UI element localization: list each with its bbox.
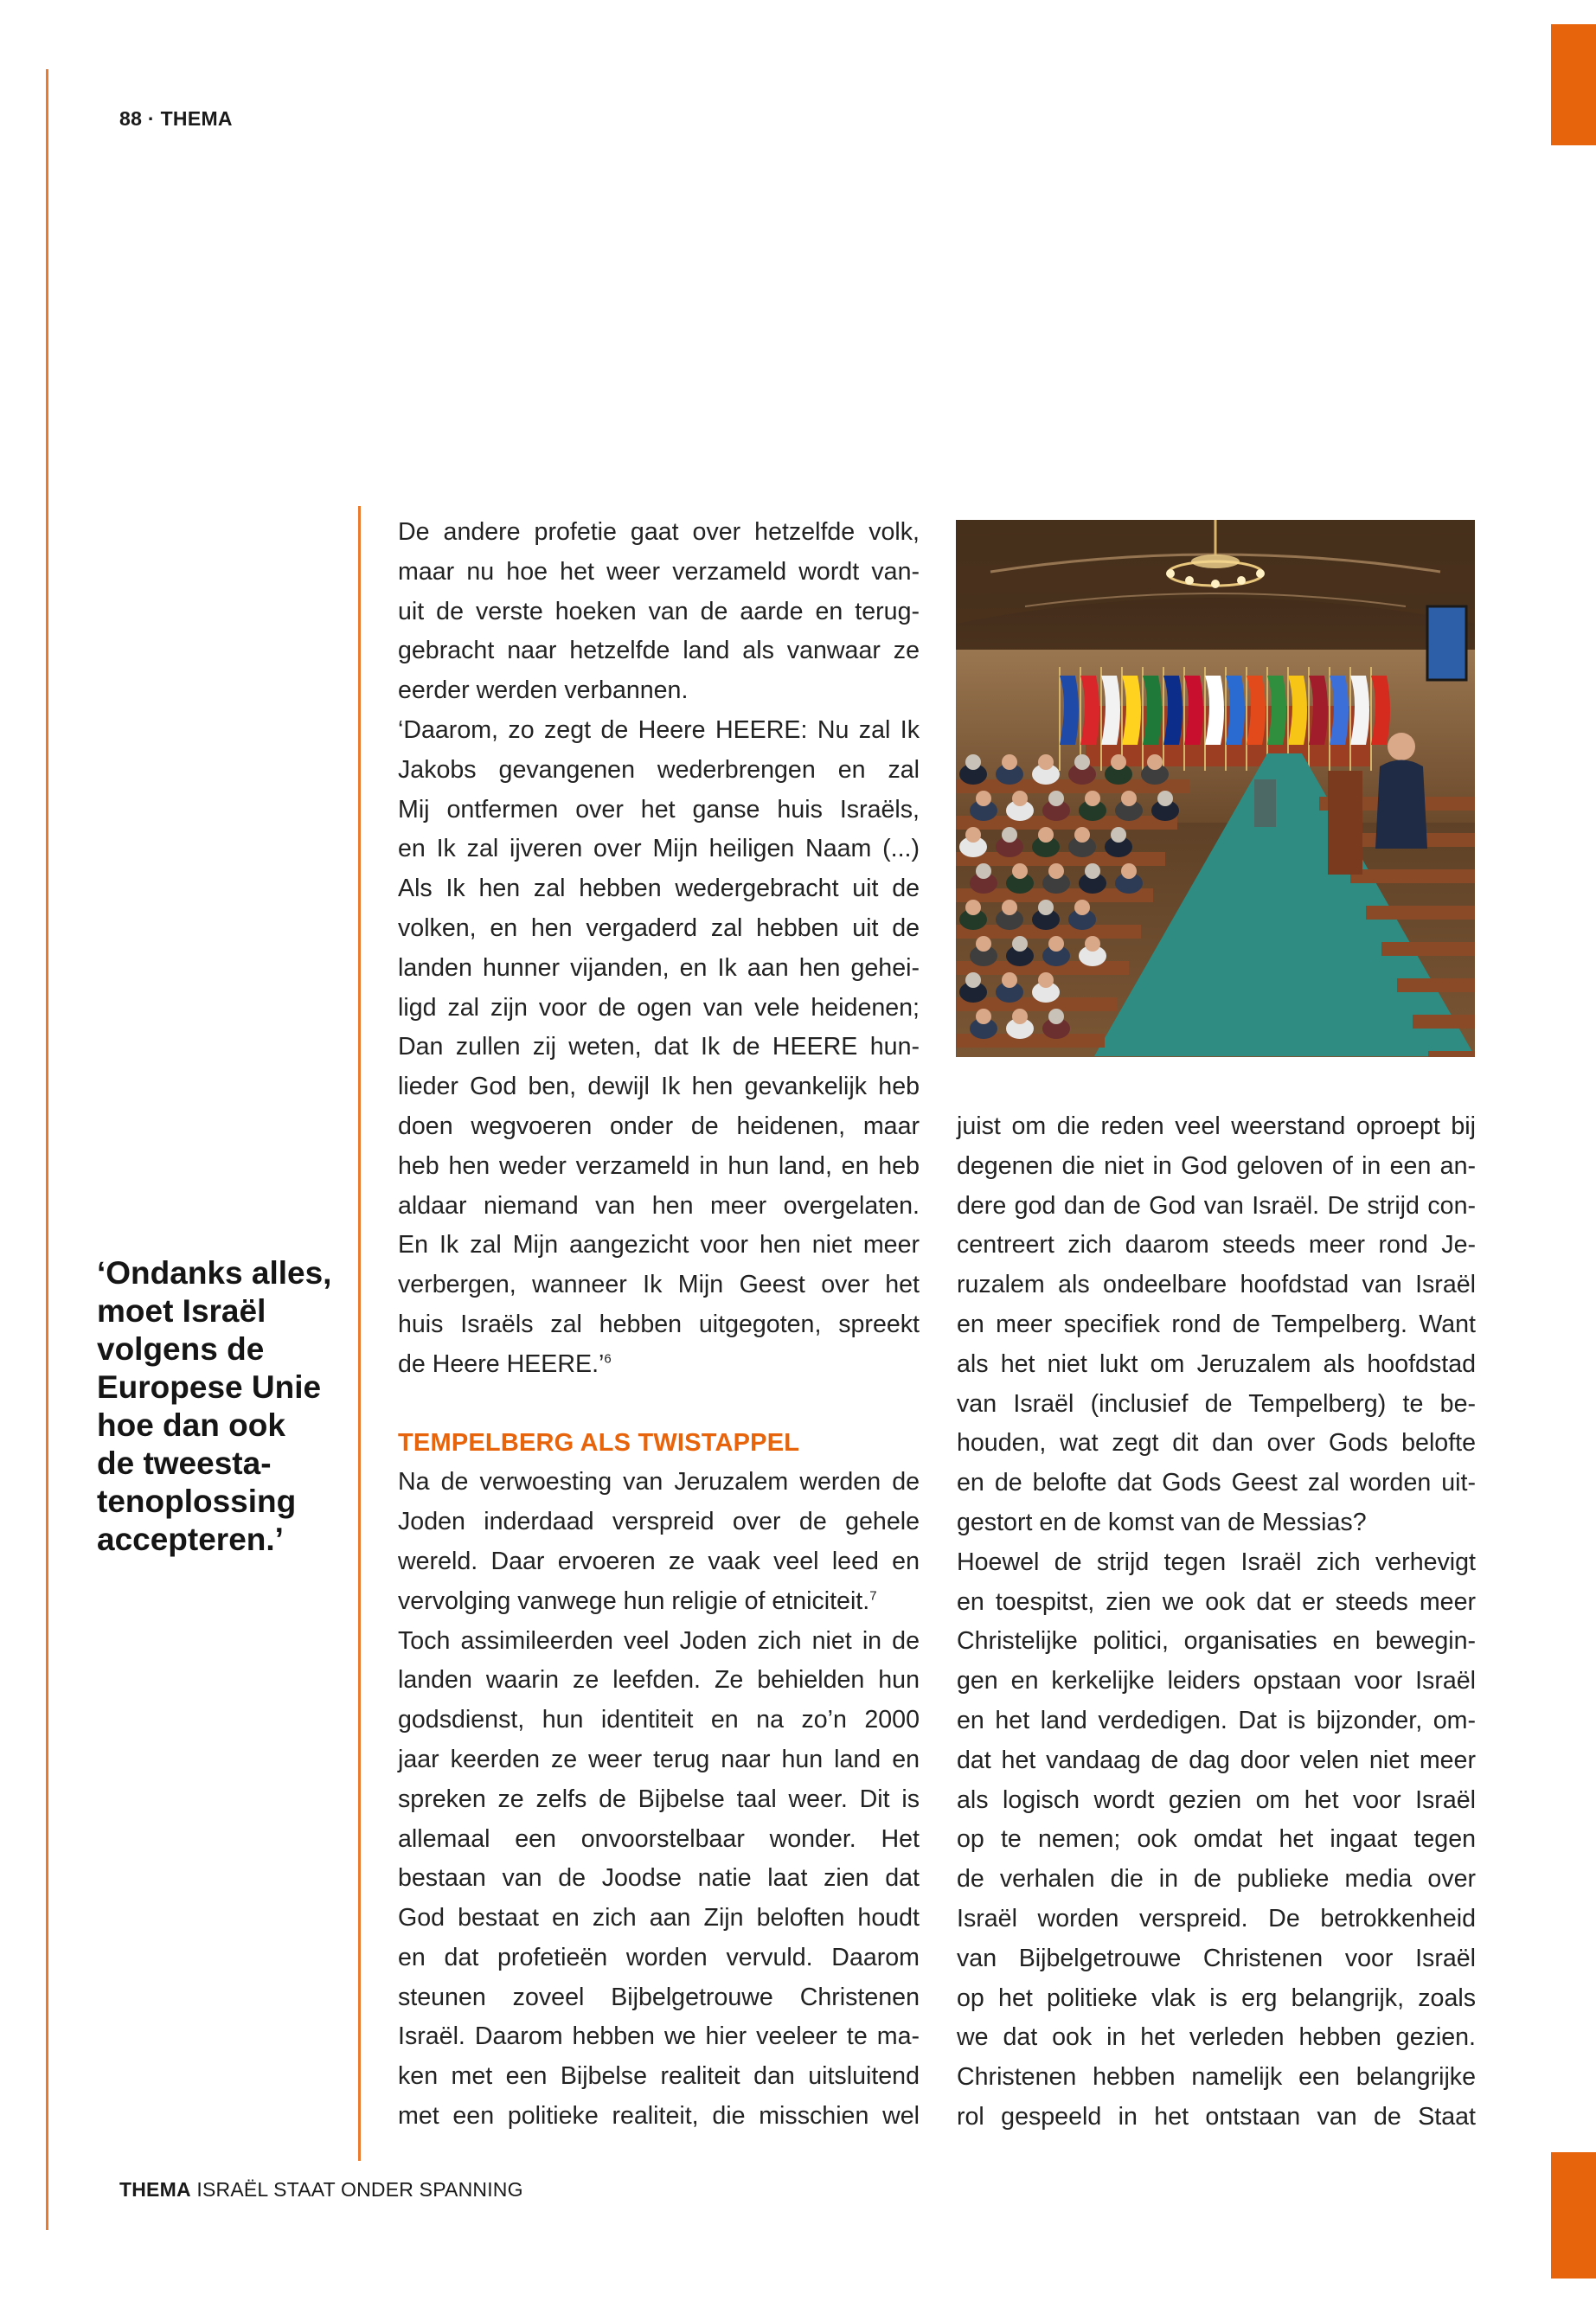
text-line: aldaar niemand van hen meer overgelaten. bbox=[398, 1191, 920, 1220]
quote-end-text: de Heere HEERE.’ bbox=[398, 1349, 605, 1378]
text-line: dere god dan de God van Israël. De strijd con- bbox=[957, 1191, 1476, 1220]
pull-quote-line: tenoplossing bbox=[97, 1484, 297, 1519]
wheelchair bbox=[1254, 779, 1276, 827]
desk-row-right bbox=[1428, 1051, 1475, 1057]
text-line: Israël worden verspreid. De betrokkenheid bbox=[957, 1904, 1476, 1932]
pull-quote-line: volgens de bbox=[97, 1331, 265, 1367]
text-line: Christelijke politici, organisaties en bewegin- bbox=[957, 1627, 1476, 1656]
text-line: gestort en de komst van de Messias? bbox=[957, 1508, 1367, 1536]
text-line: en de belofte dat Gods Geest zal worden uit- bbox=[957, 1469, 1476, 1497]
text-line: En Ik zal Mijn aangezicht voor hen niet meer bbox=[398, 1231, 920, 1259]
section-label: THEMA bbox=[160, 107, 233, 130]
text-line: steunen zoveel Bijbelgetrouwe Christenen bbox=[398, 1983, 920, 2011]
pull-quote-line: Europese Unie bbox=[97, 1369, 322, 1405]
person-head bbox=[1157, 791, 1173, 806]
pull-quote-line: de tweesta- bbox=[97, 1445, 272, 1481]
paragraph-5 bbox=[957, 1543, 1476, 2138]
paragraph-2-last-line bbox=[398, 1345, 920, 1385]
text-line: Toch assimileerden veel Joden zich niet in de bbox=[398, 1626, 920, 1655]
person-head bbox=[1012, 936, 1028, 952]
person-head bbox=[1085, 936, 1100, 952]
paragraph-1 bbox=[398, 513, 920, 711]
person-head bbox=[1048, 863, 1064, 879]
text-line: en toespitst, zien we ook dat er steeds meer bbox=[957, 1587, 1476, 1616]
text-line: en dat profetieën worden vervuld. Daarom bbox=[398, 1943, 920, 1971]
page-footer bbox=[119, 2178, 523, 2202]
text-line: uit de verste hoeken van de aarde en terug- bbox=[398, 597, 920, 625]
text-line: en Ik zal ijveren over Mijn heiligen Naam (...) bbox=[398, 835, 920, 863]
text-line: verbergen, wanneer Ik Mijn Geest over het bbox=[398, 1271, 920, 1299]
text-line: en meer specifiek rond de Tempelberg. Want bbox=[957, 1310, 1476, 1338]
text-line: ligd zal zijn voor de ogen van vele heidenen; bbox=[398, 993, 920, 1022]
pull-quote-line: accepteren.’ bbox=[97, 1522, 284, 1557]
paragraph-3-part-a bbox=[398, 1463, 920, 1581]
person-head bbox=[1002, 972, 1017, 988]
header-separator: · bbox=[147, 107, 155, 130]
desk-row-right bbox=[1413, 1015, 1475, 1029]
speaker-lectern bbox=[1328, 771, 1362, 875]
paragraph-4 bbox=[957, 1107, 1476, 1543]
article-column-2 bbox=[957, 1107, 1476, 2138]
text-line: jaar keerden ze weer terug naar hun land en bbox=[398, 1745, 920, 1773]
desk-row-right bbox=[1381, 942, 1475, 956]
person-head bbox=[1074, 827, 1090, 843]
text-line: De andere profetie gaat over hetzelfde volk, bbox=[398, 518, 920, 546]
text-line: landen waarin ze leefden. Ze behielden hun bbox=[398, 1666, 920, 1695]
text-line: spreken ze zelfs de Bijbelse taal weer. Dit is bbox=[398, 1785, 920, 1813]
person-head bbox=[1012, 791, 1028, 806]
text-line: met een politieke realiteit, die misschien wel bbox=[398, 2102, 920, 2131]
person-head bbox=[1147, 754, 1163, 770]
text-line: eerder werden verbannen. bbox=[398, 676, 689, 705]
pull-quote bbox=[97, 1254, 339, 1559]
person-head bbox=[1111, 827, 1126, 843]
person-head bbox=[1002, 827, 1017, 843]
desk-row-right bbox=[1366, 906, 1475, 920]
person-head bbox=[1048, 1009, 1064, 1024]
text-line: Na de verwoesting van Jeruzalem werden de bbox=[398, 1468, 920, 1497]
text-line: gebracht naar hetzelfde land als vanwaar ze bbox=[398, 637, 920, 665]
pull-quote-line: hoe dan ook bbox=[97, 1407, 285, 1443]
person-head bbox=[1012, 863, 1028, 879]
person-head bbox=[1074, 754, 1090, 770]
footnote-7: 7 bbox=[869, 1588, 877, 1604]
text-line: we dat ook in het verleden hebben gezien. bbox=[957, 2023, 1476, 2052]
text-line: Hoewel de strijd tegen Israël zich verhevigt bbox=[957, 1548, 1476, 1576]
text-line: houden, wat zegt dit dan over Gods belofte bbox=[957, 1429, 1476, 1458]
text-line: God bestaat en zich aan Zijn beloften houdt bbox=[398, 1904, 920, 1932]
text-line: van Bijbelgetrouwe Christenen voor Israël bbox=[957, 1944, 1476, 1972]
footer-title: ISRAËL STAAT ONDER SPANNING bbox=[196, 2178, 523, 2201]
person-head bbox=[965, 754, 981, 770]
person-head bbox=[1048, 791, 1064, 806]
quote-column-rule bbox=[358, 506, 361, 2161]
text-line: als het niet lukt om Jeruzalem als hoofdstad bbox=[957, 1349, 1476, 1378]
paragraph-2-quote bbox=[398, 711, 920, 1345]
person-head bbox=[1012, 1009, 1028, 1024]
text-line: Mij ontfermen over het ganse huis Israëls, bbox=[398, 795, 920, 824]
article-column-1 bbox=[398, 513, 920, 2137]
text-line: godsdienst, hun identiteit en na zo’n 2000 bbox=[398, 1706, 920, 1734]
person-head bbox=[1111, 754, 1126, 770]
text-line: Jakobs gevangenen wederbrengen en zal bbox=[398, 755, 920, 784]
text-line: ruzalem als ondeelbare hoofdstad van Israël bbox=[957, 1271, 1476, 1299]
person-head bbox=[976, 1009, 991, 1024]
text-line: op het politieke vlak is erg belangrijk, zoals bbox=[957, 1984, 1476, 2012]
parliament-photo-illustration bbox=[956, 520, 1475, 1057]
text-line: doen wegvoeren onder de heidenen, maar bbox=[398, 1112, 920, 1140]
text-line: op te nemen; ook omdat het ingaat tegen bbox=[957, 1825, 1476, 1854]
person-head bbox=[1002, 754, 1017, 770]
text-line: lieder God ben, dewijl Ik hen gevankelijk heb bbox=[398, 1073, 920, 1101]
subheading-tempelberg: TEMPELBERG ALS TWISTAPPEL bbox=[398, 1428, 800, 1457]
text-line: gen en kerkelijke leiders opstaan voor Israël bbox=[957, 1667, 1476, 1695]
text-line: ken met een Bijbelse realiteit dan uitsluitend bbox=[398, 2062, 920, 2091]
text-line: volken, en hen vergaderd zal hebben uit de bbox=[398, 913, 920, 942]
person-head bbox=[1121, 791, 1137, 806]
person-head bbox=[1038, 972, 1054, 988]
footnote-6: 6 bbox=[604, 1351, 612, 1367]
person-head bbox=[1038, 827, 1054, 843]
text-line: Christenen hebben namelijk een belangrijke bbox=[957, 2063, 1476, 2092]
person-head bbox=[1074, 900, 1090, 915]
text-line: wereld. Daar ervoeren ze vaak veel leed en bbox=[398, 1547, 920, 1575]
text-line: heb hen weder verzameld in hun land, en heb bbox=[398, 1151, 920, 1180]
paragraph-3-footnote-line bbox=[398, 1582, 920, 1622]
presentation-screen bbox=[1427, 606, 1466, 680]
text-line: centreert zich daarom steeds meer rond Je- bbox=[957, 1231, 1476, 1259]
person-head bbox=[976, 936, 991, 952]
person-head bbox=[1048, 936, 1064, 952]
left-margin-rule bbox=[46, 69, 48, 2230]
person-head bbox=[965, 972, 981, 988]
footer-brand: THEMA bbox=[119, 2178, 191, 2201]
person-head bbox=[1085, 863, 1100, 879]
text-line: degenen die niet in God geloven of in een an- bbox=[957, 1151, 1476, 1180]
text-line: rol gespeeld in het ontstaan van de Staat bbox=[957, 2102, 1476, 2131]
text-line: Joden inderdaad verspreid over de gehele bbox=[398, 1508, 920, 1536]
person-head bbox=[965, 900, 981, 915]
person-head bbox=[1121, 863, 1137, 879]
person-head bbox=[1038, 754, 1054, 770]
pull-quote-line: moet Israël bbox=[97, 1293, 266, 1329]
parliament-photo bbox=[956, 520, 1475, 1057]
text-line: Israël. Daarom hebben we hier veeleer te ma- bbox=[398, 2022, 920, 2051]
person-head bbox=[1038, 900, 1054, 915]
text-line: huis Israëls zal hebben uitgegoten, spreekt bbox=[398, 1310, 920, 1338]
text-line: ‘Daarom, zo zegt de Heere HEERE: Nu zal Ik bbox=[398, 715, 920, 744]
person-head bbox=[976, 863, 991, 879]
page-header bbox=[119, 107, 233, 131]
person-head bbox=[965, 827, 981, 843]
top-edge-tab bbox=[1551, 24, 1596, 145]
text-line: en het land verdedigen. Dat is bijzonder, om- bbox=[957, 1706, 1476, 1734]
text-line: de verhalen die in de publieke media over bbox=[957, 1865, 1476, 1894]
text-line: juist om die reden veel weerstand oproept bij bbox=[957, 1112, 1476, 1140]
text-line: als logisch wordt gezien om het voor Israël bbox=[957, 1785, 1476, 1814]
page-number: 88 bbox=[119, 107, 143, 130]
person-head bbox=[976, 791, 991, 806]
text-line: maar nu hoe het weer verzameld wordt van- bbox=[398, 557, 920, 586]
text-line: bestaan van de Joodse natie laat zien dat bbox=[398, 1864, 920, 1893]
text-line: Dan zullen zij weten, dat Ik de HEERE hun- bbox=[398, 1033, 920, 1061]
desk-row-right bbox=[1397, 978, 1475, 992]
text-line: dat het vandaag de dag door velen niet meer bbox=[957, 1746, 1476, 1774]
paragraph-3-part-b bbox=[398, 1622, 920, 2137]
person-head bbox=[1002, 900, 1017, 915]
desk-row-left bbox=[956, 852, 1165, 866]
text-line: van Israël (inclusief de Tempelberg) te be- bbox=[957, 1389, 1476, 1418]
bottom-edge-tab bbox=[1551, 2152, 1596, 2279]
text-line: allemaal een onvoorstelbaar wonder. Het bbox=[398, 1824, 920, 1853]
text-line: Als Ik hen zal hebben wedergebracht uit de bbox=[398, 875, 920, 903]
text-line: landen hunner vijanden, en Ik aan hen gehei- bbox=[398, 953, 920, 982]
pull-quote-line: ‘Ondanks alles, bbox=[97, 1255, 332, 1291]
person-head bbox=[1085, 791, 1100, 806]
footnote-line-text: vervolging vanwege hun religie of etniciteit. bbox=[398, 1586, 870, 1615]
desk-row-right bbox=[1350, 869, 1475, 883]
